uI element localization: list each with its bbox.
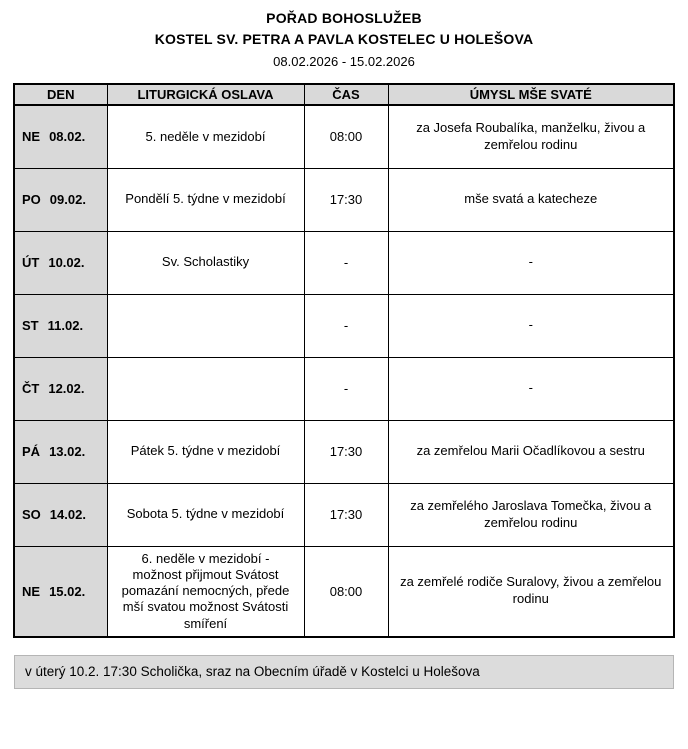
day-date: 09.02. [49,192,86,207]
schedule-header [14,84,674,105]
day-date: 08.02. [49,129,86,145]
day-cell [14,420,107,483]
intention-cell: za Josefa Roubalíka, manželku, živou a zemřelou rodinu [388,105,674,168]
celebration-cell [107,357,304,420]
day-cell [14,168,107,231]
celebration-cell [107,294,304,357]
table-row [14,546,674,637]
table-row [14,294,674,357]
celebration-cell: Pondělí 5. týdne v mezidobí [107,168,304,231]
schedule-body [14,105,674,637]
day-cell [14,231,107,294]
day-date: 13.02. [49,444,86,459]
time-cell: 17:30 [304,483,388,546]
intention-cell: - [388,231,674,294]
celebration-cell: 5. neděle v mezidobí [107,105,304,168]
celebration-cell: Pátek 5. týdne v mezidobí [107,420,304,483]
column-header-cas: ČAS [304,84,388,105]
column-header-den: DEN [14,84,107,105]
day-date: 11.02. [47,318,84,333]
day-date: 14.02. [49,507,86,522]
day-cell [14,294,107,357]
intention-cell: - [388,357,674,420]
table-row [14,357,674,420]
day-date: 10.02. [48,255,85,270]
table-row [14,168,674,231]
intention-cell: za zemřelého Jaroslava Tomečka, živou a zemřelou rodinu [388,483,674,546]
day-abbr: ČT [22,381,40,396]
table-row [14,231,674,294]
column-header-umysl: ÚMYSL MŠE SVATÉ [388,84,674,105]
document-heading [0,10,688,69]
time-cell: - [304,357,388,420]
table-row [14,483,674,546]
time-cell: 08:00 [304,546,388,637]
intention-cell: mše svatá a katecheze [388,168,674,231]
church-name: KOSTEL SV. PETRA A PAVLA KOSTELEC U HOLEŠOVA [154,31,534,47]
intention-cell: za zemřelou Marii Očadlíkovou a sestru [388,420,674,483]
day-date: 15.02. [49,583,86,599]
celebration-cell: Sv. Scholastiky [107,231,304,294]
day-abbr: ÚT [22,255,40,270]
celebration-cell: Sobota 5. týdne v mezidobí [107,483,304,546]
celebration-cell: 6. neděle v mezidobí - možnost přijmout Svátost pomazání nemocných, přede mší svatou možnost Svátosti smíření [107,546,304,637]
day-cell [14,546,107,637]
day-abbr: PÁ [22,444,41,459]
intention-cell: - [388,294,674,357]
day-abbr: SO [22,507,41,522]
table-row [14,420,674,483]
date-range: 08.02.2026 - 15.02.2026 [273,54,415,69]
day-abbr: PO [22,192,41,207]
day-cell [14,357,107,420]
day-abbr: NE [22,583,41,599]
page-title: POŘAD BOHOSLUŽEB [266,10,422,26]
time-cell: - [304,294,388,357]
schedule-table [13,83,675,638]
day-cell [14,105,107,168]
footer-note: v úterý 10.2. 17:30 Scholička, sraz na Obecním úřadě v Kostelci u Holešova [14,655,674,689]
table-row [14,105,674,168]
time-cell: 17:30 [304,420,388,483]
time-cell: - [304,231,388,294]
day-abbr: NE [22,129,41,145]
day-date: 12.02. [48,381,85,396]
day-cell [14,483,107,546]
time-cell: 08:00 [304,105,388,168]
intention-cell: za zemřelé rodiče Suralovy, živou a zemřelou rodinu [388,546,674,637]
time-cell: 17:30 [304,168,388,231]
column-header-liturgicka-oslava: LITURGICKÁ OSLAVA [107,84,304,105]
day-abbr: ST [22,318,39,333]
